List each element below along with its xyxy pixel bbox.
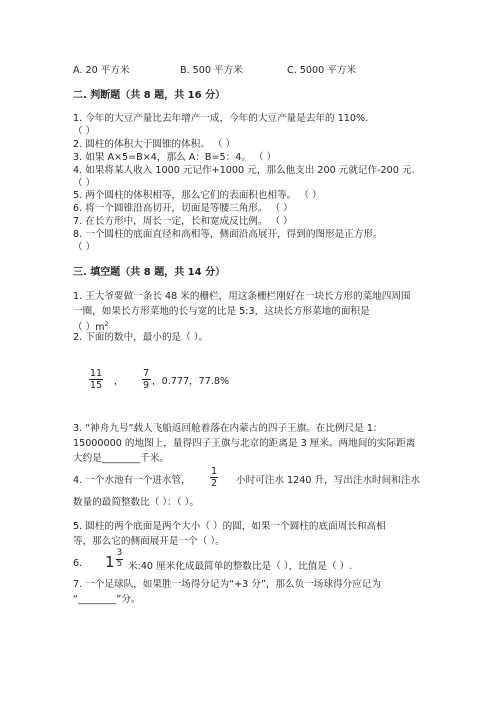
fraction-denominator: 15	[89, 380, 103, 391]
fill-q2-rest: ，0.777，77.8%	[152, 376, 230, 387]
option-a: A. 20 平方米	[73, 65, 130, 76]
fraction-denominator: 5	[116, 558, 123, 569]
option-b: B. 500 平方米	[180, 65, 243, 76]
fill-q4-line1b: 小时可注水 1240 升，写出注水时间和注水	[236, 475, 421, 486]
fill-q5-line2: 等，那么它的侧面展开是一个（ ）。	[73, 536, 225, 547]
judge-q1-paren: （ ）	[73, 126, 96, 137]
judge-q7: 7. 在长方形中，周长一定，长和宽成反比例。 （ ）	[73, 216, 293, 227]
fill-q6-rest: 米:40 厘米化成最简单的整数比是（ ），比值是（ ）.	[128, 561, 353, 572]
fraction-denominator: 9	[142, 380, 150, 391]
judge-q4-paren: （ ）	[73, 178, 96, 189]
fill-q1-line1: 1. 王大爷要做一条长 48 米的栅栏，用这条栅栏刚好在一块长方形的菜地四周围	[73, 291, 411, 302]
judge-q3: 3. 如果 A×5=B×4，那么 A：B=5：4。 （ ）	[73, 152, 277, 163]
fraction-11-15	[88, 368, 104, 391]
judge-q8-paren: （ ）	[73, 242, 96, 253]
fill-q1-line3: （ ）$m^2$	[73, 321, 109, 334]
square-superscript: 2	[104, 321, 109, 328]
fraction-3-5	[115, 549, 124, 569]
section-2-heading: 二. 判断题（共 8 题，共 16 分）	[73, 90, 226, 101]
judge-q8: 8. 一个圆柱的底面直径和高相等，侧面沿高展开，得到的图形是正方形。	[73, 229, 383, 240]
fill-q7-line1: 7. 一个足球队，如果胜一场得分记为“+3 分”，那么负一场球得分应记为	[73, 579, 381, 590]
judge-q2: 2. 圆柱的体积大于圆锥的体积。 （ ）	[73, 139, 236, 150]
fill-q4-line1a: 4. 一个水池有一个进水管，	[73, 475, 191, 486]
fill-q5-line1: 5. 圆柱的两个底面是两个大小（ ）的圆，如果一个圆柱的底面周长和高相	[73, 521, 386, 532]
fill-q3-line2: 15000000 的地图上，量得四子王旗与北京的距离是 3 厘米。两地间的实际距离	[73, 438, 416, 449]
fill-q4-line2: 数量的最简整数比（ ）：（ ）。	[73, 497, 200, 508]
fraction-denominator: 2	[210, 478, 218, 489]
fraction-7-9	[140, 368, 152, 391]
mixed-number-whole: 1	[105, 553, 115, 571]
fraction-numerator: 3	[116, 548, 123, 558]
fill-q3-line3: 大约是________千米。	[73, 453, 169, 464]
fraction-1-2	[209, 466, 219, 489]
fill-q3-line1: 3. “神舟九号”载人飞船返回舱着落在内蒙古的四子王旗。在比例尺是 1：	[73, 423, 383, 434]
fill-q1-line2: 一圈，如果长方形菜地的长与宽的比是 5:3，这块长方形菜地的面积是	[73, 306, 370, 317]
section-3-heading: 三. 填空题（共 8 题，共 14 分）	[73, 267, 226, 278]
option-c: C. 5000 平方米	[287, 65, 357, 76]
fraction-numerator: 7	[142, 368, 150, 379]
separator-comma: ，	[114, 376, 124, 387]
judge-q1: 1. 今年的大豆产量比去年增产一成，今年的大豆产量是去年的 110%.	[73, 113, 369, 124]
fraction-numerator: 1	[210, 466, 218, 477]
judge-q6: 6. 将一个圆锥沿高切开，切面是等腰三角形。 （ ）	[73, 203, 293, 214]
fraction-numerator: 11	[89, 368, 103, 379]
fill-q7-line2: “________”分。	[73, 594, 141, 605]
fill-q2: 2. 下面的数中，最小的是（ ）。	[73, 332, 209, 343]
fill-q6-number: 6.	[73, 558, 83, 569]
judge-q4: 4. 如果将某人收入 1000 元记作+1000 元，那么他支出 200 元就记作-200 元.	[73, 165, 415, 176]
judge-q5: 5. 两个圆柱的体积相等，那么它们的表面积也相等。 （ ）	[73, 190, 322, 201]
